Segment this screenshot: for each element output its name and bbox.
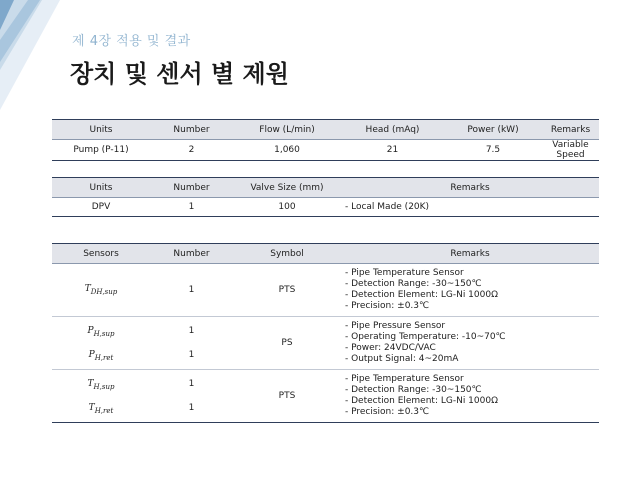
number-stack	[154, 373, 229, 419]
column-header: Power (kW)	[444, 120, 542, 140]
remark-line: - Pipe Pressure Sensor	[345, 321, 446, 331]
table-header-row	[52, 178, 599, 198]
remark-line: - Pipe Temperature Sensor	[345, 268, 464, 278]
table-cell: PTS	[233, 264, 341, 317]
chapter-subtitle: 제 4장 적용 및 결과	[72, 34, 191, 49]
table-cell: PS	[233, 317, 341, 370]
remark-line: - Output Signal: 4~20mA	[345, 354, 459, 364]
sensor-name: $P_{H,sup}$	[87, 326, 115, 338]
remark-line: - Detection Range: -30~150℃	[345, 385, 482, 395]
sensor-number: 1	[188, 326, 195, 336]
page-title: 장치 및 센서 별 제원	[70, 60, 289, 88]
sensor-name: $T_{H,ret}$	[88, 403, 114, 415]
remark-line: - Pipe Temperature Sensor	[345, 374, 464, 384]
column-header: Number	[150, 120, 233, 140]
table-row	[52, 317, 599, 370]
remarks-cell	[341, 317, 599, 370]
remark-line: - Power: 24VDC/VAC	[345, 343, 436, 353]
remarks-cell	[341, 264, 599, 317]
table-row	[52, 198, 599, 217]
sensor-name: $T_{H,sup}$	[87, 379, 115, 391]
sensor-number: 1	[188, 350, 195, 360]
table-cell	[150, 317, 233, 370]
table-header-row	[52, 120, 599, 140]
sensor-stack	[56, 373, 146, 419]
table-cell: Pump (P-11)	[52, 140, 150, 161]
column-header: Number	[150, 178, 233, 198]
table-cell: 7.5	[444, 140, 542, 161]
column-header: Units	[52, 120, 150, 140]
table-row	[52, 370, 599, 423]
sensor-symbol-cell: $T_{DH,sup}$	[52, 264, 150, 317]
remarks-cell	[341, 370, 599, 423]
table-cell: Variable Speed	[542, 140, 599, 161]
table-cell: 21	[341, 140, 444, 161]
sensor-number: 1	[188, 403, 195, 413]
valve-spec-table	[52, 177, 599, 217]
remark-line: - Detection Element: LG-Ni 1000Ω	[345, 396, 498, 406]
table-header-row	[52, 244, 599, 264]
table-cell	[150, 370, 233, 423]
table-row	[52, 264, 599, 317]
number-stack	[154, 320, 229, 366]
column-header: Units	[52, 178, 150, 198]
column-header: Valve Size (mm)	[233, 178, 341, 198]
table-cell: 1,060	[233, 140, 341, 161]
table-cell: - Local Made (20K)	[341, 198, 599, 217]
remark-line: - Detection Range: -30~150℃	[345, 279, 482, 289]
column-header: Remarks	[341, 244, 599, 264]
column-header: Head (mAq)	[341, 120, 444, 140]
table-cell: DPV	[52, 198, 150, 217]
table-cell: 2	[150, 140, 233, 161]
sensor-stack	[56, 320, 146, 366]
sensor-number: 1	[188, 379, 195, 389]
table-cell: 1	[150, 198, 233, 217]
sensor-spec-table	[52, 243, 599, 423]
table-cell: PTS	[233, 370, 341, 423]
table-row	[52, 140, 599, 161]
remark-line: - Operating Temperature: -10~70℃	[345, 332, 506, 342]
remark-line: - Precision: ±0.3℃	[345, 301, 430, 311]
column-header: Remarks	[341, 178, 599, 198]
column-header: Remarks	[542, 120, 599, 140]
remark-line: - Detection Element: LG-Ni 1000Ω	[345, 290, 498, 300]
pump-spec-table	[52, 119, 599, 161]
table-cell: 100	[233, 198, 341, 217]
column-header: Number	[150, 244, 233, 264]
table-cell: 1	[150, 264, 233, 317]
remark-line: - Precision: ±0.3℃	[345, 407, 430, 417]
column-header: Sensors	[52, 244, 150, 264]
column-header: Symbol	[233, 244, 341, 264]
column-header: Flow (L/min)	[233, 120, 341, 140]
sensor-name: $P_{H,ret}$	[88, 350, 114, 362]
sensor-symbol-cell	[52, 317, 150, 370]
sensor-symbol-cell	[52, 370, 150, 423]
